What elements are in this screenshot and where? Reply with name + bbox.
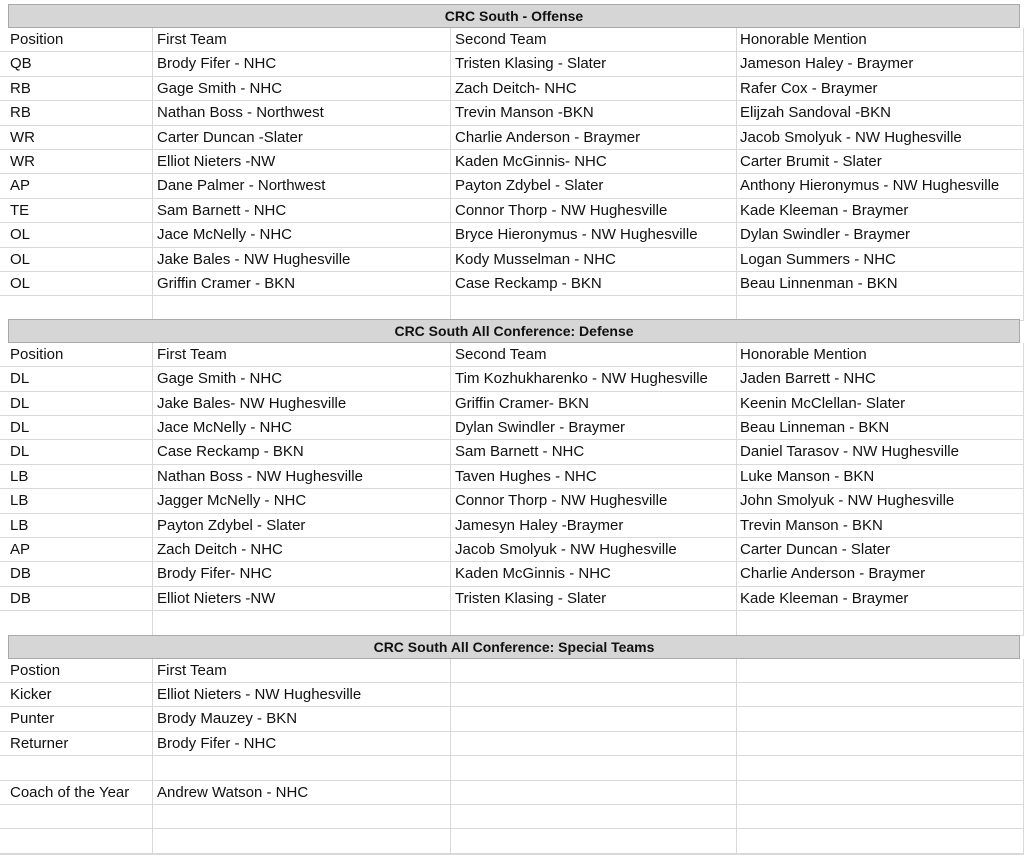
cell[interactable]	[0, 829, 153, 853]
cell[interactable]: Beau Linnenman - BKN	[737, 272, 1024, 296]
cell[interactable]: Case Reckamp - BKN	[451, 272, 737, 296]
table-row	[0, 272, 1024, 296]
cell[interactable]: Brody Fifer - NHC	[153, 732, 451, 756]
cell[interactable]: WR	[0, 126, 153, 150]
cell[interactable]: Kaden McGinnis - NHC	[451, 562, 737, 586]
cell[interactable]: Jagger McNelly - NHC	[153, 489, 451, 513]
empty-row	[0, 611, 1024, 635]
cell[interactable]	[737, 781, 1024, 805]
cell[interactable]: Griffin Cramer- BKN	[451, 392, 737, 416]
cell[interactable]	[153, 756, 451, 780]
cell[interactable]: LB	[0, 514, 153, 538]
cell[interactable]: Postion	[0, 659, 153, 683]
cell[interactable]	[451, 805, 737, 829]
cell[interactable]: Elijzah Sandoval -BKN	[737, 101, 1024, 125]
table-row	[0, 101, 1024, 125]
cell[interactable]: Beau Linneman - BKN	[737, 416, 1024, 440]
column-header-row	[0, 343, 1024, 367]
cell[interactable]: Elliot Nieters -NW	[153, 587, 451, 611]
cell[interactable]: Case Reckamp - BKN	[153, 440, 451, 464]
cell[interactable]: Second Team	[451, 343, 737, 367]
table-row	[0, 514, 1024, 538]
cell[interactable]: Kade Kleeman - Braymer	[737, 587, 1024, 611]
cell[interactable]: Tristen Klasing - Slater	[451, 587, 737, 611]
cell[interactable]: Jacob Smolyuk - NW Hughesville	[737, 126, 1024, 150]
cell[interactable]	[451, 829, 737, 853]
table-row	[0, 52, 1024, 76]
table-row	[0, 683, 1024, 707]
cell[interactable]: Zach Deitch - NHC	[153, 538, 451, 562]
cell[interactable]	[451, 707, 737, 731]
cell[interactable]: Kaden McGinnis- NHC	[451, 150, 737, 174]
cell[interactable]: Second Team	[451, 28, 737, 52]
cell[interactable]: Charlie Anderson - Braymer	[451, 126, 737, 150]
cell[interactable]	[737, 829, 1024, 853]
cell[interactable]: Gage Smith - NHC	[153, 77, 451, 101]
cell[interactable]: DL	[0, 367, 153, 391]
cell[interactable]: Jake Bales- NW Hughesville	[153, 392, 451, 416]
cell[interactable]: Dane Palmer - Northwest	[153, 174, 451, 198]
cell[interactable]: Dylan Swindler - Braymer	[451, 416, 737, 440]
cell[interactable]	[737, 683, 1024, 707]
cell[interactable]: AP	[0, 538, 153, 562]
cell[interactable]	[737, 659, 1024, 683]
table-row	[0, 392, 1024, 416]
cell[interactable]	[0, 296, 153, 320]
table-row	[0, 416, 1024, 440]
cell[interactable]: Zach Deitch- NHC	[451, 77, 737, 101]
cell[interactable]	[153, 829, 451, 853]
cell[interactable]: Position	[0, 343, 153, 367]
cell[interactable]: DL	[0, 416, 153, 440]
cell[interactable]: First Team	[153, 28, 451, 52]
empty-row	[0, 756, 1024, 780]
table-row	[0, 562, 1024, 586]
cell[interactable]	[451, 296, 737, 320]
cell[interactable]: AP	[0, 174, 153, 198]
cell[interactable]: Tim Kozhukharenko - NW Hughesville	[451, 367, 737, 391]
cell[interactable]: Bryce Hieronymus - NW Hughesville	[451, 223, 737, 247]
cell[interactable]	[737, 732, 1024, 756]
cell[interactable]	[451, 781, 737, 805]
cell[interactable]: Jameson Haley - Braymer	[737, 52, 1024, 76]
table-row	[0, 707, 1024, 731]
cell[interactable]	[451, 683, 737, 707]
cell[interactable]: Payton Zdybel - Slater	[153, 514, 451, 538]
cell[interactable]	[0, 805, 153, 829]
table-row	[0, 126, 1024, 150]
table-row	[0, 732, 1024, 756]
table-row	[0, 440, 1024, 464]
cell[interactable]: DL	[0, 392, 153, 416]
cell[interactable]: Sam Barnett - NHC	[153, 199, 451, 223]
cell[interactable]: Nathan Boss - NW Hughesville	[153, 465, 451, 489]
table-row	[0, 465, 1024, 489]
cell[interactable]	[451, 756, 737, 780]
empty-row	[0, 829, 1024, 853]
section-title[interactable]: CRC South - Offense	[8, 4, 1020, 28]
cell[interactable]	[153, 296, 451, 320]
table-row	[0, 77, 1024, 101]
cell[interactable]: Charlie Anderson - Braymer	[737, 562, 1024, 586]
cell[interactable]: Kade Kleeman - Braymer	[737, 199, 1024, 223]
cell[interactable]: First Team	[153, 343, 451, 367]
cell[interactable]: Jacob Smolyuk - NW Hughesville	[451, 538, 737, 562]
section-title[interactable]: CRC South All Conference: Defense	[8, 319, 1020, 343]
coach-label[interactable]: Coach of the Year	[0, 781, 153, 805]
cell[interactable]: RB	[0, 77, 153, 101]
cell[interactable]: Dylan Swindler - Braymer	[737, 223, 1024, 247]
cell[interactable]: Trevin Manson -BKN	[451, 101, 737, 125]
cell[interactable]: Anthony Hieronymus - NW Hughesville	[737, 174, 1024, 198]
cell[interactable]: Carter Brumit - Slater	[737, 150, 1024, 174]
cell[interactable]	[737, 707, 1024, 731]
table-row	[0, 587, 1024, 611]
section-title[interactable]: CRC South All Conference: Special Teams	[8, 635, 1020, 659]
cell[interactable]: Luke Manson - BKN	[737, 465, 1024, 489]
cell[interactable]: Gage Smith - NHC	[153, 367, 451, 391]
cell[interactable]: Connor Thorp - NW Hughesville	[451, 199, 737, 223]
empty-row	[0, 296, 1024, 320]
cell[interactable]: Jaden Barrett - NHC	[737, 367, 1024, 391]
cell[interactable]: Trevin Manson - BKN	[737, 514, 1024, 538]
cell[interactable]	[737, 611, 1024, 635]
cell[interactable]: DL	[0, 440, 153, 464]
cell[interactable]: Jace McNelly - NHC	[153, 416, 451, 440]
table-row	[0, 150, 1024, 174]
table-row	[0, 489, 1024, 513]
cell[interactable]: Brody Fifer- NHC	[153, 562, 451, 586]
table-row	[0, 223, 1024, 247]
cell[interactable]: Payton Zdybel - Slater	[451, 174, 737, 198]
cell[interactable]: Elliot Nieters -NW	[153, 150, 451, 174]
cell[interactable]: Returner	[0, 732, 153, 756]
table-row	[0, 174, 1024, 198]
coach-name[interactable]: Andrew Watson - NHC	[153, 781, 451, 805]
cell[interactable]: Brody Mauzey - BKN	[153, 707, 451, 731]
coach-row	[0, 781, 1024, 805]
column-header-row	[0, 659, 1024, 683]
cell[interactable]: LB	[0, 489, 153, 513]
table-row	[0, 248, 1024, 272]
cell[interactable]	[451, 659, 737, 683]
table-row	[0, 367, 1024, 391]
cell[interactable]: RB	[0, 101, 153, 125]
cell[interactable]: OL	[0, 248, 153, 272]
cell[interactable]: First Team	[153, 659, 451, 683]
cell[interactable]: Elliot Nieters - NW Hughesville	[153, 683, 451, 707]
cell[interactable]: Kody Musselman - NHC	[451, 248, 737, 272]
cell[interactable]	[0, 756, 153, 780]
cell[interactable]	[153, 611, 451, 635]
cell[interactable]: Position	[0, 28, 153, 52]
cell[interactable]: OL	[0, 223, 153, 247]
cell[interactable]	[153, 805, 451, 829]
cell[interactable]: Sam Barnett - NHC	[451, 440, 737, 464]
section-header-row	[0, 635, 1024, 659]
section-header-row	[0, 319, 1024, 343]
cell[interactable]: QB	[0, 52, 153, 76]
cell[interactable]	[737, 756, 1024, 780]
cell[interactable]: Brody Fifer - NHC	[153, 52, 451, 76]
cell[interactable]: Honorable Mention	[737, 343, 1024, 367]
cell[interactable]: LB	[0, 465, 153, 489]
cell[interactable]: Rafer Cox - Braymer	[737, 77, 1024, 101]
cell[interactable]: Griffin Cramer - BKN	[153, 272, 451, 296]
cell[interactable]: John Smolyuk - NW Hughesville	[737, 489, 1024, 513]
cell[interactable]: Daniel Tarasov - NW Hughesville	[737, 440, 1024, 464]
column-header-row	[0, 28, 1024, 52]
cell[interactable]: Jake Bales - NW Hughesville	[153, 248, 451, 272]
cell[interactable]	[451, 611, 737, 635]
cell[interactable]: Honorable Mention	[737, 28, 1024, 52]
cell[interactable]	[0, 611, 153, 635]
cell[interactable]	[737, 805, 1024, 829]
cell[interactable]: DB	[0, 562, 153, 586]
cell[interactable]: Jace McNelly - NHC	[153, 223, 451, 247]
cell[interactable]: Carter Duncan -Slater	[153, 126, 451, 150]
cell[interactable]: Tristen Klasing - Slater	[451, 52, 737, 76]
cell[interactable]: OL	[0, 272, 153, 296]
table-row	[0, 538, 1024, 562]
cell[interactable]: Nathan Boss - Northwest	[153, 101, 451, 125]
section-header-row	[0, 4, 1024, 28]
cell[interactable]	[737, 296, 1024, 320]
table-row	[0, 199, 1024, 223]
cell[interactable]: Kicker	[0, 683, 153, 707]
cell[interactable]: Logan Summers - NHC	[737, 248, 1024, 272]
cell[interactable]: WR	[0, 150, 153, 174]
cell[interactable]: Carter Duncan - Slater	[737, 538, 1024, 562]
cell[interactable]: Connor Thorp - NW Hughesville	[451, 489, 737, 513]
cell[interactable]: Punter	[0, 707, 153, 731]
empty-row	[0, 805, 1024, 829]
cell[interactable]: Taven Hughes - NHC	[451, 465, 737, 489]
cell[interactable]	[451, 732, 737, 756]
cell[interactable]: TE	[0, 199, 153, 223]
cell[interactable]: Keenin McClellan- Slater	[737, 392, 1024, 416]
cell[interactable]: DB	[0, 587, 153, 611]
cell[interactable]: Jamesyn Haley -Braymer	[451, 514, 737, 538]
